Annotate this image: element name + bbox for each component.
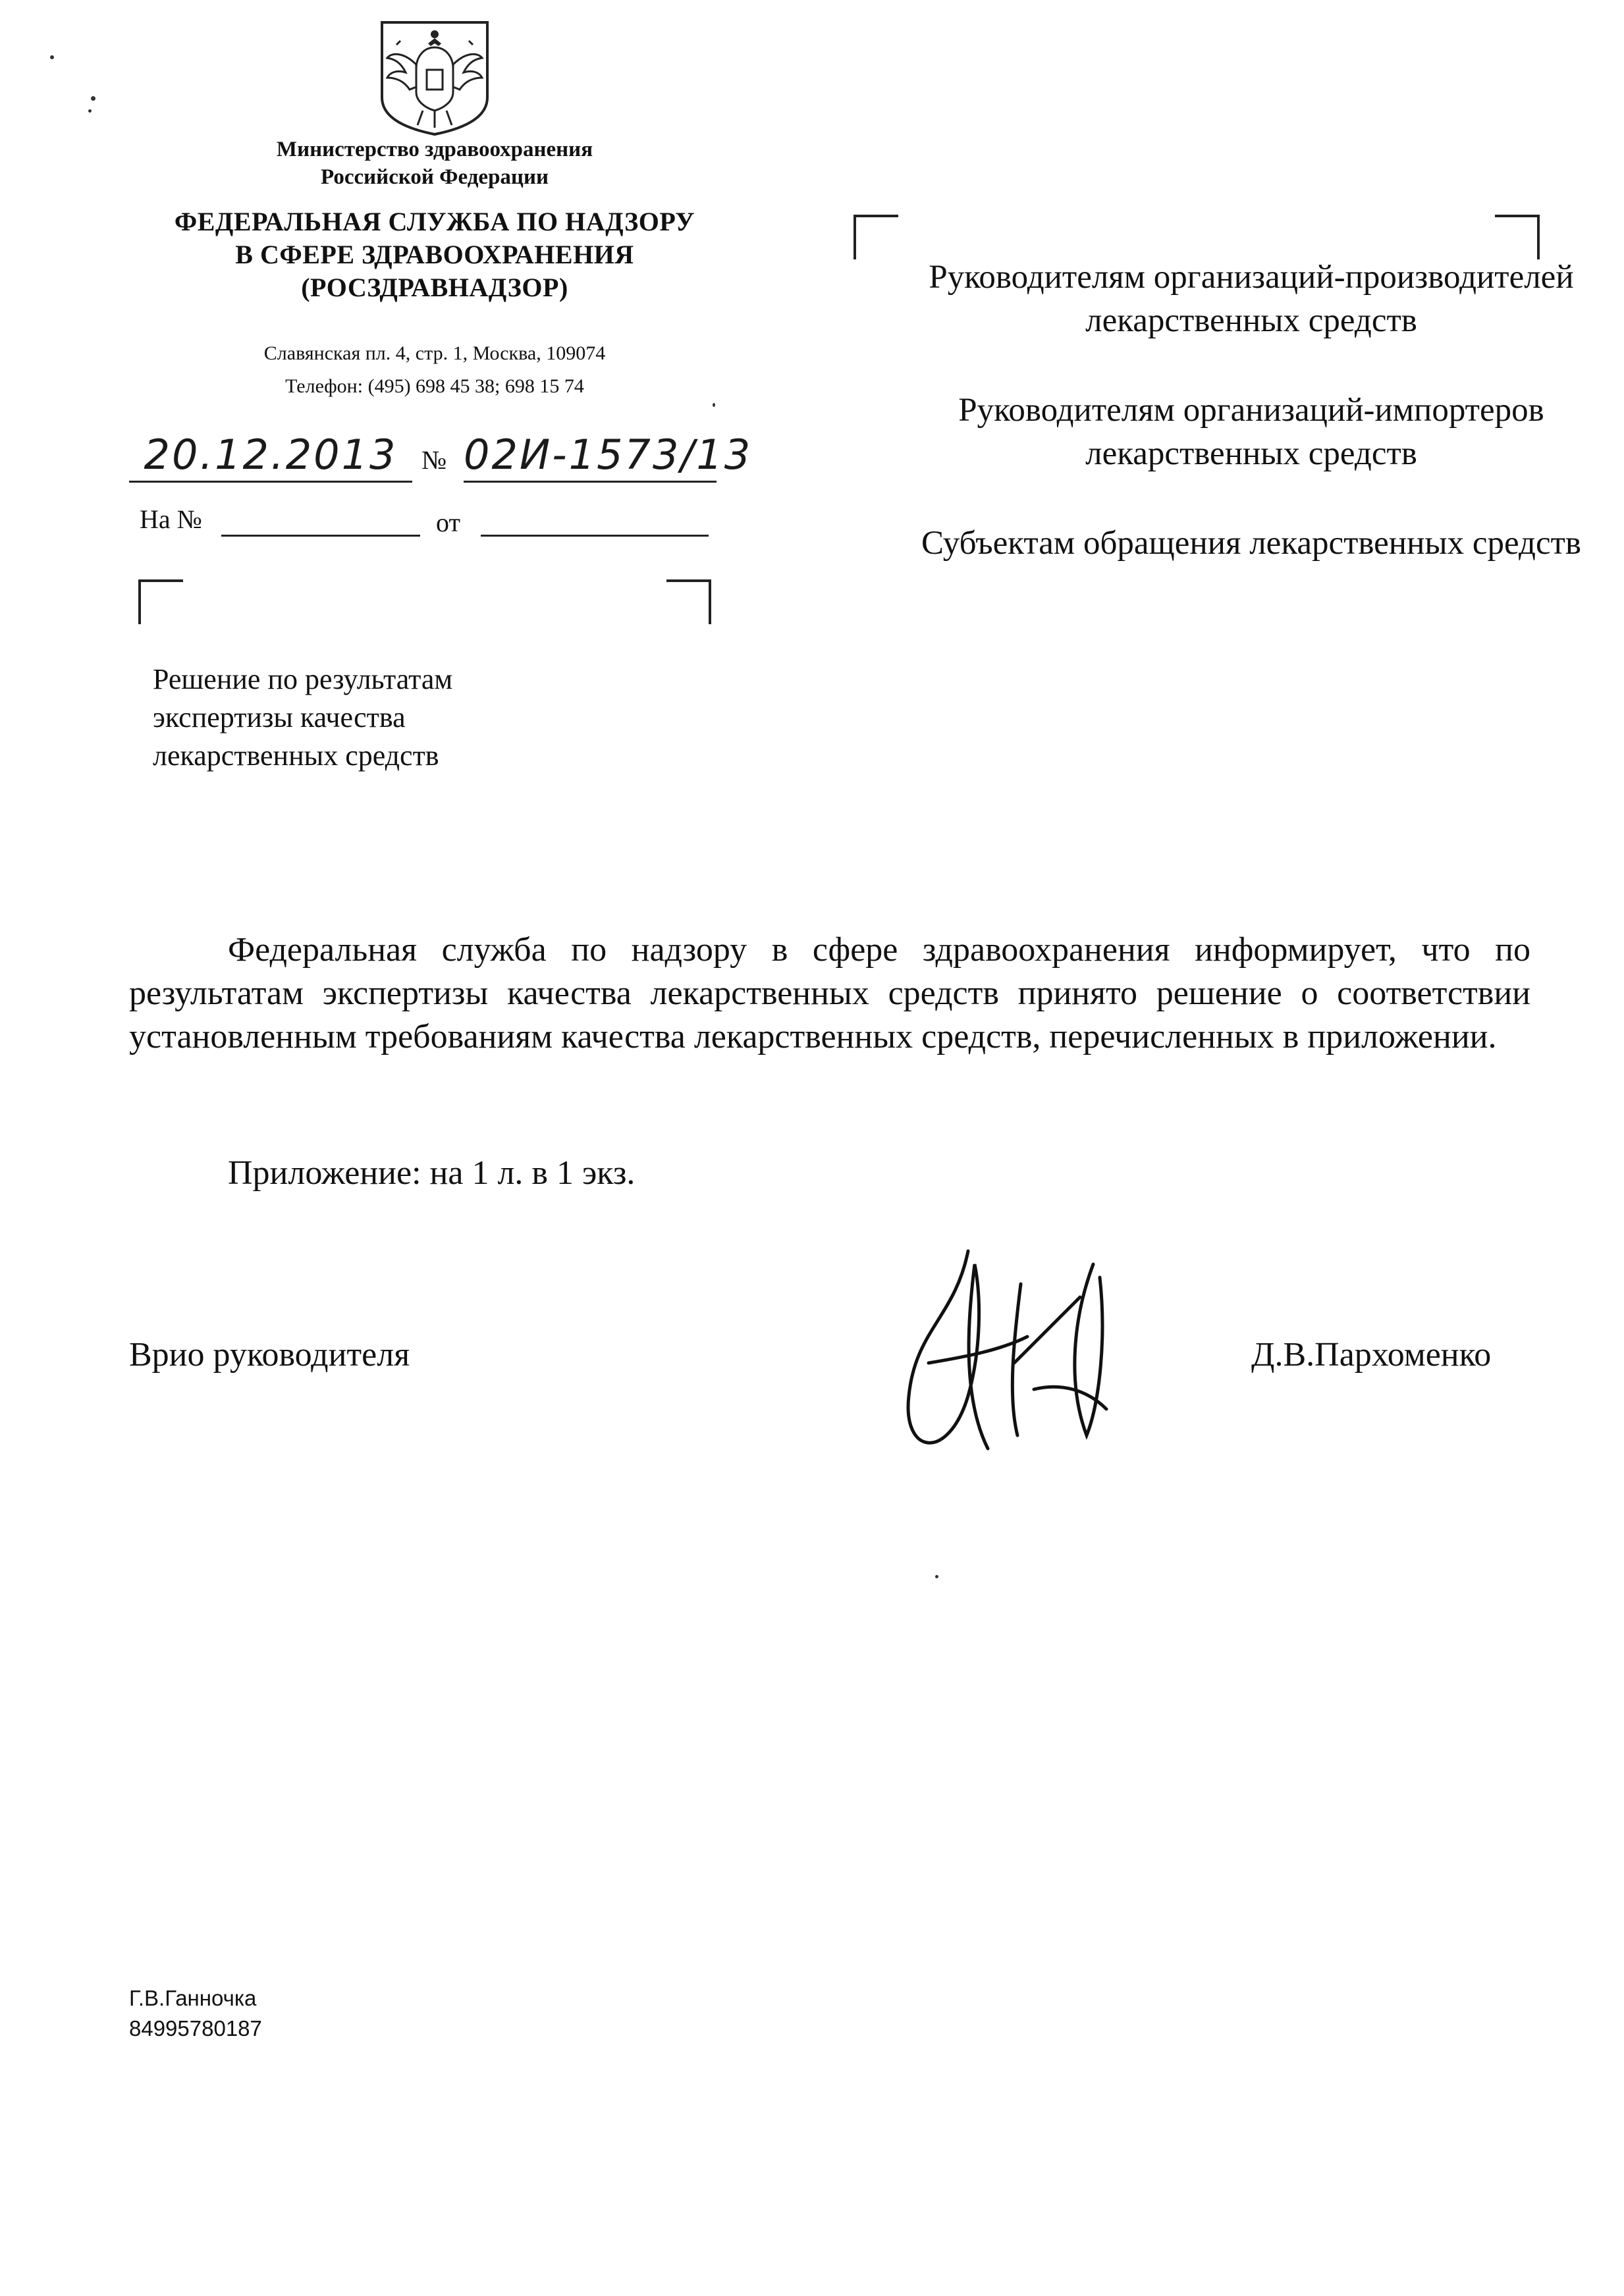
recipients-block — [882, 255, 1620, 611]
address-block — [145, 337, 724, 403]
signatory-name: Д.В.Пархоменко — [1251, 1336, 1492, 1374]
registration-number: 02И-1573/13 — [464, 429, 717, 483]
attachment-note: Приложение: на 1 л. в 1 экз. — [228, 1154, 636, 1192]
signatory-title: Врио руководителя — [129, 1336, 410, 1374]
scan-speck — [935, 1575, 938, 1578]
subject-line-1: Решение по результатам — [153, 663, 453, 695]
service-name — [119, 205, 751, 304]
from-label: от — [436, 508, 460, 537]
scan-speck — [91, 96, 95, 101]
executor-block — [129, 1983, 262, 2044]
scan-speck — [50, 55, 54, 59]
subject-line-3: лекарственных средств — [153, 739, 439, 772]
scan-speck — [713, 403, 715, 407]
reply-to-label: На № — [140, 504, 202, 534]
body-paragraph: Федеральная служба по надзору в сфере здравоохранения информирует, что по результатам экспертизы качества лекарственных средств принято решение о соответствии установленным требованиям качества лекарственных средств, перечисленных в приложении. — [129, 931, 1530, 1055]
recipient-corner-right — [1495, 215, 1540, 259]
subject-line-2: экспертизы качества — [153, 701, 406, 734]
recipient-subjects: Субъектам обращения лекарственных средств — [921, 525, 1581, 562]
ministry-name — [198, 136, 672, 191]
recipient-importers: Руководителям организаций-импортеров лекарственных средств — [958, 392, 1544, 472]
address: Славянская пл. 4, стр. 1, Москва, 109074 — [263, 342, 606, 364]
scan-speck — [88, 109, 92, 113]
subject-block — [153, 660, 614, 775]
executor-name: Г.В.Ганночка — [129, 1986, 257, 2010]
subject-corner-left — [138, 579, 183, 624]
number-sign: № — [421, 445, 447, 475]
phone: Телефон: (495) 698 45 38; 698 15 74 — [285, 375, 584, 397]
reply-to-number-field — [221, 507, 420, 537]
handwritten-signature-icon — [889, 1238, 1152, 1488]
subject-corner-right — [666, 579, 711, 624]
service-line-2: В СФЕРЕ ЗДРАВООХРАНЕНИЯ — [235, 240, 634, 269]
ministry-line-1: Министерство здравоохранения — [276, 138, 593, 161]
recipient-manufacturers: Руководителям организаций-производителей лекарственных средств — [929, 259, 1574, 339]
reply-to-date-field — [481, 507, 709, 537]
executor-phone: 84995780187 — [129, 2016, 262, 2041]
recipient-corner-left — [853, 215, 898, 259]
registration-date: 20.12.2013 — [129, 429, 412, 483]
service-line-1: ФЕДЕРАЛЬНАЯ СЛУЖБА ПО НАДЗОРУ — [174, 207, 695, 236]
ministry-line-2: Российской Федерации — [321, 165, 549, 189]
russian-coat-of-arms-icon — [377, 18, 493, 137]
body-text — [129, 928, 1530, 1059]
service-line-3: (РОСЗДРАВНАДЗОР) — [301, 273, 568, 302]
